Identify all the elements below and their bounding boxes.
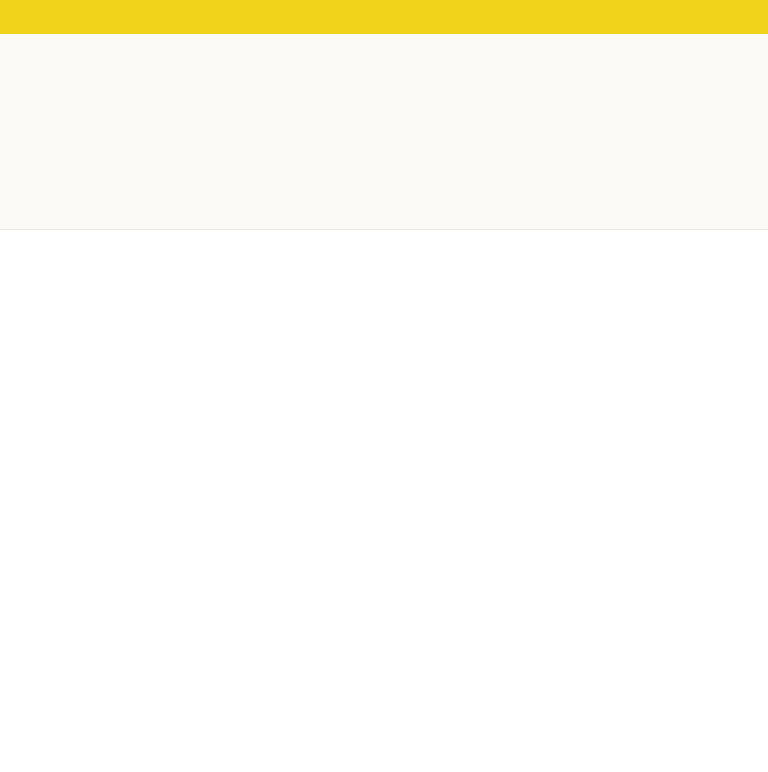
table-header [0, 0, 768, 34]
task-details-table [0, 0, 768, 230]
table-row-doors [0, 34, 768, 230]
